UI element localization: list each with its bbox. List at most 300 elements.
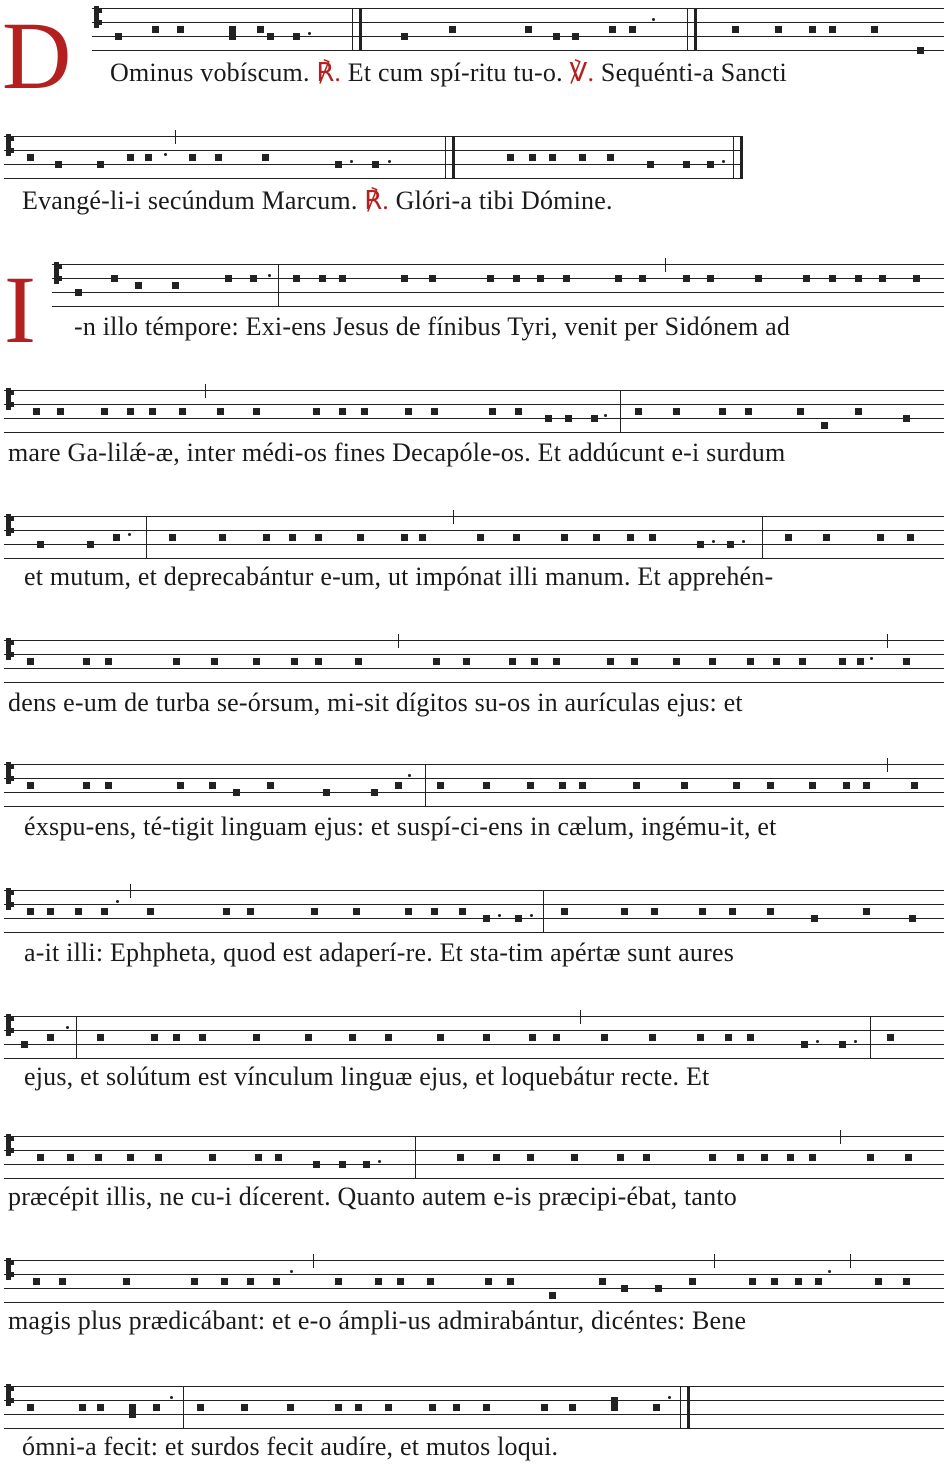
neume-note <box>771 1278 778 1285</box>
neume-note <box>405 908 412 915</box>
lyric-text: et mutum, et deprecabántur e-um, ut impónat illi manum. Et apprehén- <box>24 562 774 591</box>
neume-note <box>323 789 330 796</box>
neume-note <box>579 782 586 789</box>
neume-note <box>697 1034 704 1041</box>
quarter-bar <box>205 384 206 398</box>
neume-note <box>561 534 568 541</box>
neume-note <box>55 161 62 168</box>
neume-note <box>401 33 408 40</box>
staff-line <box>4 668 944 669</box>
staff-line <box>4 1274 944 1275</box>
full-bar <box>415 1136 416 1179</box>
lyric-text: Et cum spí-ritu tu-o. <box>341 58 570 87</box>
neume-note <box>123 1278 130 1285</box>
neume-note <box>747 658 754 665</box>
neume-note <box>291 658 298 665</box>
neume-note <box>749 1278 756 1285</box>
neume-note <box>172 282 179 289</box>
staff-line <box>4 1428 944 1429</box>
staff-line <box>52 292 944 293</box>
staff-line <box>4 1260 944 1261</box>
staff-line <box>4 150 740 151</box>
staff-line <box>4 654 944 655</box>
c-clef-icon <box>6 762 14 784</box>
lyric-text: dens e-um de turba se-órsum, mi-sit dígitos su-os in aurículas ejus: et <box>8 688 743 717</box>
staff-line <box>4 1016 944 1017</box>
neume-note <box>487 275 494 282</box>
neume-note <box>111 275 118 282</box>
neume-note <box>561 908 568 915</box>
neume-note <box>513 534 520 541</box>
neume-note <box>483 1034 490 1041</box>
neume-note <box>767 782 774 789</box>
neume-note <box>453 1404 460 1411</box>
neume-note <box>761 1154 768 1161</box>
neume-note <box>809 1154 816 1161</box>
neume-note <box>563 275 570 282</box>
neume-note <box>127 1154 134 1161</box>
neume-note <box>97 1034 104 1041</box>
neume-note <box>553 33 560 40</box>
neume-note <box>433 658 440 665</box>
neume-note <box>709 1154 716 1161</box>
neume-note <box>385 1034 392 1041</box>
staff-line <box>4 1058 944 1059</box>
neume-note <box>95 1154 102 1161</box>
neume-note <box>233 789 240 796</box>
mora-dot <box>742 540 745 543</box>
neume-note <box>579 154 586 161</box>
quarter-bar <box>665 258 666 272</box>
neume-note <box>273 1278 280 1285</box>
neume-note <box>755 275 762 282</box>
lyric-text: Evangé-li-i secúndum Marcum. <box>22 186 365 215</box>
neume-note <box>221 1278 228 1285</box>
full-bar <box>543 890 544 933</box>
neume-note <box>601 1034 608 1041</box>
lyric-text: præcépit illis, ne cu-i dícerent. Quanto autem e-is præcipi-ébat, tanto <box>8 1182 737 1211</box>
mora-dot <box>828 1270 831 1273</box>
neume-note <box>549 154 556 161</box>
neume-note <box>821 422 828 429</box>
neume-note <box>489 408 496 415</box>
quarter-bar <box>453 510 454 524</box>
neume-note <box>905 1154 912 1161</box>
neume-note <box>732 26 739 33</box>
c-clef-icon <box>94 6 102 28</box>
mora-dot <box>408 774 411 777</box>
neume-note <box>169 534 176 541</box>
neume-note <box>621 908 628 915</box>
staff-line <box>52 278 944 279</box>
neume-note <box>553 658 560 665</box>
neume-note <box>627 534 634 541</box>
neume-note <box>639 275 646 282</box>
neume-note <box>275 1154 282 1161</box>
neume-note <box>839 658 846 665</box>
neume-note <box>287 1404 294 1411</box>
neume-note <box>315 534 322 541</box>
neume-note <box>615 275 622 282</box>
neume-note <box>649 534 656 541</box>
neume-note <box>773 658 780 665</box>
neume-note <box>609 26 616 33</box>
neume-note <box>903 415 910 422</box>
staff <box>92 8 944 52</box>
staff-line <box>4 558 944 559</box>
neume-note <box>867 1154 874 1161</box>
staff-line <box>4 640 944 641</box>
neume-note <box>33 408 40 415</box>
neume-note <box>229 33 236 40</box>
initial-letter-i: I <box>4 256 36 363</box>
neume-note <box>219 534 226 541</box>
neume-note <box>569 1404 576 1411</box>
quarter-bar <box>850 1254 851 1268</box>
mora-dot <box>530 914 533 917</box>
neume-note <box>177 782 184 789</box>
staff-line <box>4 418 944 419</box>
neume-note <box>27 154 34 161</box>
neume-note <box>253 1034 260 1041</box>
neume-note <box>879 275 886 282</box>
neume-note <box>907 534 914 541</box>
neume-note <box>617 1154 624 1161</box>
neume-note <box>127 408 134 415</box>
neume-note <box>877 534 884 541</box>
c-clef-icon <box>6 1014 14 1036</box>
staff-line <box>4 544 944 545</box>
neume-note <box>829 275 836 282</box>
neume-note <box>152 26 159 33</box>
neume-note <box>27 658 34 665</box>
lyric-line <box>24 1062 709 1092</box>
neume-note <box>673 408 680 415</box>
neume-note <box>643 1154 650 1161</box>
neume-note <box>255 1154 262 1161</box>
neume-note <box>463 658 470 665</box>
neume-note <box>699 908 706 915</box>
quarter-bar <box>313 1254 314 1268</box>
neume-note <box>689 1278 696 1285</box>
mora-dot <box>604 414 607 417</box>
neume-note <box>531 658 538 665</box>
staff <box>4 1016 944 1060</box>
neume-note <box>372 161 379 168</box>
neume-note <box>83 658 90 665</box>
double-bar <box>733 136 743 179</box>
neume-note <box>293 275 300 282</box>
neume-note <box>633 782 640 789</box>
staff-line <box>4 516 944 517</box>
staff-line <box>4 1178 944 1179</box>
neume-note <box>37 1154 44 1161</box>
mora-dot <box>722 160 725 163</box>
neume-note <box>361 408 368 415</box>
neume-note <box>33 1278 40 1285</box>
neume-note <box>225 275 232 282</box>
neume-note <box>113 534 120 541</box>
mora-dot <box>164 153 167 156</box>
c-clef-icon <box>6 1258 14 1280</box>
staff-line <box>4 404 944 405</box>
staff-line <box>52 306 944 307</box>
neume-note <box>437 1034 444 1041</box>
full-bar <box>762 516 763 559</box>
neume-note <box>591 415 598 422</box>
staff-line <box>4 530 944 531</box>
neume-note <box>477 534 484 541</box>
neume-note <box>375 1278 382 1285</box>
staff-line <box>4 764 944 765</box>
neume-note <box>483 782 490 789</box>
lyric-line <box>8 688 743 718</box>
staff-line <box>4 904 944 905</box>
neume-note <box>211 658 218 665</box>
lyric-text: Glóri-a tibi Dómine. <box>388 186 613 215</box>
c-clef-icon <box>6 388 14 410</box>
neume-note <box>775 26 782 33</box>
neume-note <box>27 782 34 789</box>
neume-note <box>707 275 714 282</box>
quarter-bar <box>840 1130 841 1144</box>
mora-dot <box>170 1396 173 1399</box>
c-clef-icon <box>54 262 62 284</box>
neume-note <box>313 408 320 415</box>
neume-note <box>875 1278 882 1285</box>
neume-note <box>621 1285 628 1292</box>
mora-dot <box>308 32 311 35</box>
neume-note <box>153 1404 160 1411</box>
c-clef-icon <box>6 1134 14 1156</box>
full-bar <box>146 516 147 559</box>
neume-note <box>855 275 862 282</box>
neume-note <box>493 1154 500 1161</box>
staff-line <box>4 1414 944 1415</box>
neume-note <box>457 1154 464 1161</box>
neume-note <box>733 782 740 789</box>
neume-note <box>199 1034 206 1041</box>
mora-dot <box>116 900 119 903</box>
neume-note <box>483 915 490 922</box>
neume-note <box>395 782 402 789</box>
neume-note <box>607 658 614 665</box>
staff-line <box>4 1164 944 1165</box>
double-bar <box>687 8 697 51</box>
neume-note <box>401 275 408 282</box>
neume-note <box>655 1285 662 1292</box>
neume-note <box>147 908 154 915</box>
neume-note <box>629 26 636 33</box>
neume-note <box>177 26 184 33</box>
staff-line <box>92 8 944 9</box>
staff <box>4 1260 944 1304</box>
neume-note <box>371 789 378 796</box>
lyric-line <box>22 186 613 216</box>
neume-note <box>355 658 362 665</box>
neume-note <box>431 408 438 415</box>
neume-note <box>683 275 690 282</box>
mora-dot <box>290 1270 293 1273</box>
neume-note <box>871 26 878 33</box>
lyric-line <box>8 438 785 468</box>
neume-note <box>913 275 920 282</box>
neume-note <box>27 908 34 915</box>
lyric-text: a-it illi: Ephpheta, quod est adaperí-re. Et sta-tim apértæ sunt aures <box>24 938 735 967</box>
mora-dot <box>870 657 873 660</box>
neume-note <box>545 415 552 422</box>
neume-note <box>747 1034 754 1041</box>
neume-note <box>839 1041 846 1048</box>
staff-line <box>4 1288 944 1289</box>
c-clef-icon <box>6 888 14 910</box>
neume-note <box>635 408 642 415</box>
neume-note <box>829 26 836 33</box>
neume-note <box>47 1034 54 1041</box>
neume-note <box>911 782 918 789</box>
neume-note <box>215 154 222 161</box>
neume-note <box>197 1404 204 1411</box>
neume-note <box>313 1161 320 1168</box>
neume-note <box>37 541 44 548</box>
staff-line <box>4 1150 944 1151</box>
neume-note <box>709 658 716 665</box>
neume-note <box>599 1278 606 1285</box>
full-bar <box>76 1016 77 1059</box>
neume-note <box>513 275 520 282</box>
neume-note <box>801 1041 808 1048</box>
neume-note <box>823 534 830 541</box>
staff <box>4 136 740 180</box>
neume-note <box>707 161 714 168</box>
neume-note <box>223 908 230 915</box>
neume-note <box>527 1154 534 1161</box>
neume-note <box>253 658 260 665</box>
neume-note <box>537 275 544 282</box>
staff-line <box>92 22 944 23</box>
neume-note <box>101 408 108 415</box>
neume-note <box>47 908 54 915</box>
neume-note <box>79 1404 86 1411</box>
staff-line <box>4 136 740 137</box>
neume-note <box>429 275 436 282</box>
neume-note <box>105 658 112 665</box>
rubric-sign: ℟. <box>316 58 342 87</box>
neume-note <box>250 275 257 282</box>
neume-note <box>179 408 186 415</box>
neume-note <box>525 26 532 33</box>
neume-note <box>572 33 579 40</box>
neume-note <box>611 1397 618 1404</box>
neume-note <box>151 1034 158 1041</box>
neume-note <box>797 408 804 415</box>
mora-dot <box>652 18 655 21</box>
quarter-bar <box>175 130 176 144</box>
lyric-text: Sequénti-a Sancti <box>594 58 787 87</box>
neume-note <box>651 908 658 915</box>
staff-line <box>92 50 944 51</box>
mora-dot <box>378 1160 381 1163</box>
staff <box>52 264 944 308</box>
neume-note <box>87 541 94 548</box>
neume-note <box>427 1278 434 1285</box>
quarter-bar <box>887 758 888 772</box>
neume-note <box>75 908 82 915</box>
neume-note <box>631 658 638 665</box>
neume-note <box>363 1161 370 1168</box>
neume-note <box>649 1034 656 1041</box>
neume-note <box>173 1034 180 1041</box>
neume-note <box>21 1041 28 1048</box>
neume-note <box>673 658 680 665</box>
quarter-bar <box>130 884 131 898</box>
neume-note <box>795 1278 802 1285</box>
neume-note <box>725 1034 732 1041</box>
neume-note <box>397 1278 404 1285</box>
neume-note <box>247 1278 254 1285</box>
staff-line <box>4 1136 944 1137</box>
neume-note <box>229 26 236 33</box>
neume-note <box>355 1404 362 1411</box>
neume-note <box>339 408 346 415</box>
quarter-bar <box>398 634 399 648</box>
neume-note <box>815 1278 822 1285</box>
neume-note <box>247 908 254 915</box>
lyric-text: -n illo témpore: Exi-ens Jesus de fínibus Tyri, venit per Sidónem ad <box>74 312 791 341</box>
neume-note <box>529 154 536 161</box>
neume-note <box>855 408 862 415</box>
neume-note <box>241 1404 248 1411</box>
neume-note <box>257 26 264 33</box>
neume-note <box>335 161 342 168</box>
neume-note <box>209 782 216 789</box>
neume-note <box>799 658 806 665</box>
neume-note <box>565 415 572 422</box>
neume-note <box>727 541 734 548</box>
neume-note <box>745 408 752 415</box>
neume-note <box>105 782 112 789</box>
neume-note <box>909 915 916 922</box>
lyric-text: Ominus vobíscum. <box>110 58 317 87</box>
mora-dot <box>350 160 353 163</box>
neume-note <box>191 1278 198 1285</box>
neume-note <box>59 1278 66 1285</box>
rubric-sign: ℟. <box>364 186 389 215</box>
neume-note <box>339 275 346 282</box>
lyric-line <box>24 562 773 592</box>
neume-note <box>559 782 566 789</box>
staff <box>4 1136 944 1180</box>
full-bar <box>425 764 426 807</box>
neume-note <box>571 1154 578 1161</box>
neume-note <box>27 1404 34 1411</box>
neume-note <box>887 1034 894 1041</box>
neume-note <box>737 1154 744 1161</box>
neume-note <box>135 282 142 289</box>
neume-note <box>697 541 704 548</box>
mora-dot <box>816 1040 819 1043</box>
neume-note <box>267 33 274 40</box>
neume-note <box>653 1404 660 1411</box>
neume-note <box>647 161 654 168</box>
neume-note <box>549 1292 556 1299</box>
neume-note <box>335 1278 342 1285</box>
neume-note <box>507 154 514 161</box>
neume-note <box>353 908 360 915</box>
c-clef-icon <box>6 638 14 660</box>
neume-note <box>483 1404 490 1411</box>
staff-line <box>4 918 944 919</box>
